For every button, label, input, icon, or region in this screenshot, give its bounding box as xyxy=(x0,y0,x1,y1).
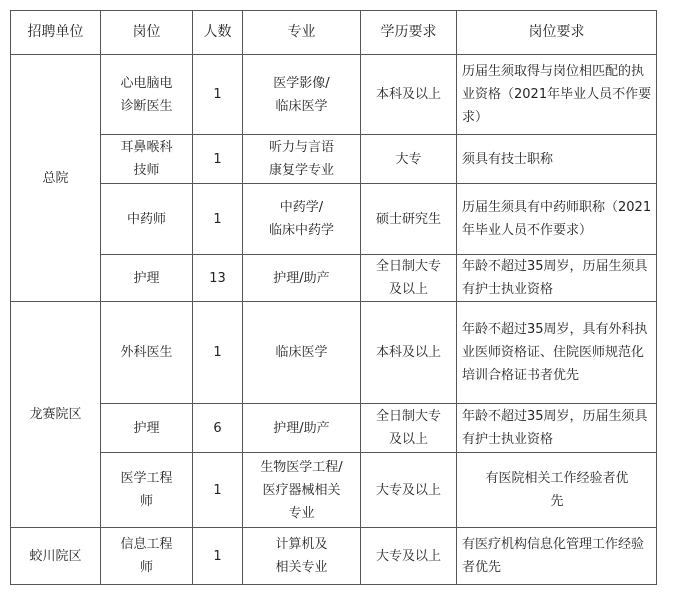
header-major: 专业 xyxy=(243,11,361,55)
count-cell: 1 xyxy=(193,528,243,585)
header-requirements: 岗位要求 xyxy=(457,11,657,55)
post-cell: 信息工程 师 xyxy=(101,528,193,585)
count-cell: 1 xyxy=(193,184,243,255)
count-cell: 1 xyxy=(193,135,243,184)
table-row xyxy=(11,528,657,585)
post-cell: 护理 xyxy=(101,404,193,453)
major-cell: 中药学/ 临床中药学 xyxy=(243,184,361,255)
count-cell: 1 xyxy=(193,302,243,404)
table-row xyxy=(11,135,657,184)
post-cell: 护理 xyxy=(101,255,193,302)
requirement-cell: 年龄不超过35周岁，历届生须具有护士执业资格 xyxy=(457,404,657,453)
requirement-cell: 须具有技士职称 xyxy=(457,135,657,184)
education-cell: 硕士研究生 xyxy=(361,184,457,255)
requirement-cell: 年龄不超过35周岁，历届生须具有护士执业资格 xyxy=(457,255,657,302)
table-row xyxy=(11,184,657,255)
requirement-cell: 有医疗机构信息化管理工作经验者优先 xyxy=(457,528,657,585)
requirement-cell: 历届生须具有中药师职称（2021年毕业人员不作要求） xyxy=(457,184,657,255)
education-cell: 大专 xyxy=(361,135,457,184)
education-cell: 大专及以上 xyxy=(361,528,457,585)
count-cell: 1 xyxy=(193,55,243,135)
requirement-cell: 年龄不超过35周岁，具有外科执业医师资格证、住院医师规范化培训合格证书者优先 xyxy=(457,302,657,404)
major-cell: 临床医学 xyxy=(243,302,361,404)
table-row xyxy=(11,255,657,302)
post-cell: 外科医生 xyxy=(101,302,193,404)
unit-cell-jiaochuan: 蛟川院区 xyxy=(11,528,101,585)
post-cell: 心电脑电 诊断医生 xyxy=(101,55,193,135)
table-row xyxy=(11,302,657,404)
major-cell: 计算机及 相关专业 xyxy=(243,528,361,585)
header-count: 人数 xyxy=(193,11,243,55)
header-post: 岗位 xyxy=(101,11,193,55)
education-cell: 大专及以上 xyxy=(361,453,457,528)
education-cell: 本科及以上 xyxy=(361,302,457,404)
table-row xyxy=(11,55,657,135)
table-header-row xyxy=(11,11,657,55)
recruitment-table xyxy=(10,10,657,585)
unit-cell-longsai: 龙赛院区 xyxy=(11,302,101,528)
major-cell: 护理/助产 xyxy=(243,404,361,453)
major-cell: 医学影像/ 临床医学 xyxy=(243,55,361,135)
education-cell: 全日制大专 及以上 xyxy=(361,404,457,453)
post-cell: 医学工程 师 xyxy=(101,453,193,528)
count-cell: 6 xyxy=(193,404,243,453)
major-cell: 生物医学工程/ 医疗器械相关 专业 xyxy=(243,453,361,528)
header-unit: 招聘单位 xyxy=(11,11,101,55)
count-cell: 1 xyxy=(193,453,243,528)
post-cell: 耳鼻喉科 技师 xyxy=(101,135,193,184)
major-cell: 护理/助产 xyxy=(243,255,361,302)
unit-cell-main: 总院 xyxy=(11,55,101,302)
table-row xyxy=(11,404,657,453)
education-cell: 本科及以上 xyxy=(361,55,457,135)
post-cell: 中药师 xyxy=(101,184,193,255)
header-education: 学历要求 xyxy=(361,11,457,55)
table-row xyxy=(11,453,657,528)
requirement-cell: 历届生须取得与岗位相匹配的执业资格（2021年毕业人员不作要求） xyxy=(457,55,657,135)
count-cell: 13 xyxy=(193,255,243,302)
education-cell: 全日制大专 及以上 xyxy=(361,255,457,302)
major-cell: 听力与言语 康复学专业 xyxy=(243,135,361,184)
requirement-cell: 有医院相关工作经验者优 先 xyxy=(457,453,657,528)
